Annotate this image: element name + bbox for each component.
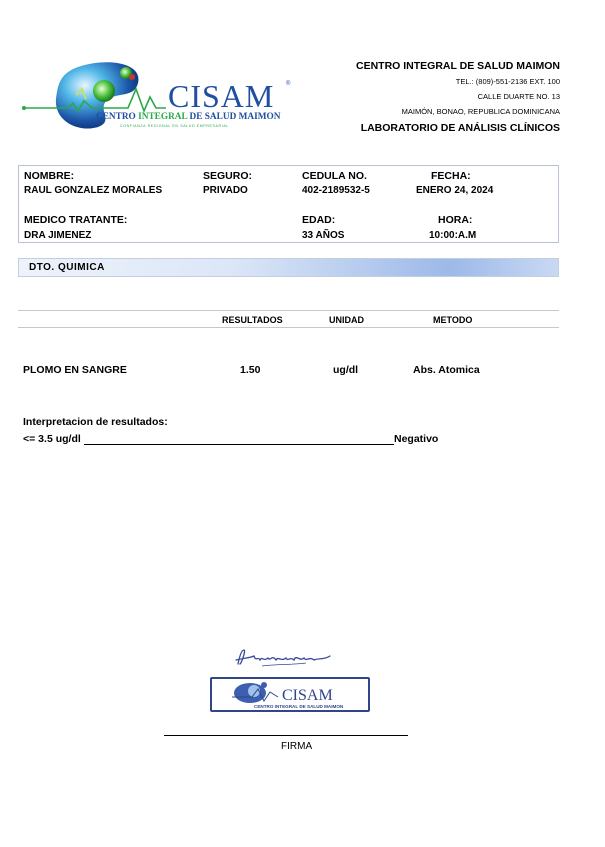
section-title: DTO. QUIMICA — [29, 262, 105, 273]
cedula-label: CEDULA NO. — [302, 170, 367, 182]
medico-label: MEDICO TRATANTE: — [24, 214, 128, 226]
table-top-rule — [18, 310, 559, 311]
test-name: PLOMO EN SANGRE — [23, 364, 127, 376]
interpretation-meaning: Negativo — [394, 433, 439, 445]
interpretation-underline — [84, 444, 394, 445]
table-row — [0, 364, 605, 380]
interpretation-title: Interpretacion de resultados: — [23, 416, 168, 428]
logo-graphic — [18, 55, 298, 135]
nombre-value: RAUL GONZALEZ MORALES — [24, 185, 163, 196]
signature-line — [164, 735, 408, 736]
stamp-subtitle: CENTRO INTEGRAL DE SALUD MAIMON — [254, 704, 344, 709]
nombre-label: NOMBRE: — [24, 170, 75, 182]
patient-info-box — [18, 165, 559, 243]
col-header-unidad: UNIDAD — [329, 315, 364, 325]
org-name: CENTRO INTEGRAL DE SALUD MAIMON — [356, 60, 560, 72]
seguro-label: SEGURO: — [203, 170, 253, 182]
table-header-rule — [18, 327, 559, 328]
test-unit: ug/dl — [333, 364, 359, 376]
edad-value: 33 AÑOS — [302, 230, 345, 241]
stamp — [210, 677, 370, 712]
test-result: 1.50 — [240, 364, 261, 376]
stamp-graphic — [212, 679, 368, 710]
cisam-logo — [18, 55, 298, 135]
hora-label: HORA: — [438, 214, 473, 226]
fecha-label: FECHA: — [431, 170, 471, 182]
edad-label: EDAD: — [302, 214, 336, 226]
col-header-metodo: METODO — [433, 315, 473, 325]
logo-subtitle: CENTRO INTEGRAL DE SALUD MAIMON — [96, 112, 281, 122]
hora-value: 10:00:A.M — [429, 230, 477, 241]
lab-title: LABORATORIO DE ANÁLISIS CLÍNICOS — [360, 122, 560, 134]
cedula-value: 402-2189532-5 — [302, 185, 370, 196]
medico-value: DRA JIMENEZ — [24, 230, 92, 241]
svg-text:®: ® — [286, 81, 291, 87]
seguro-value: PRIVADO — [203, 185, 248, 196]
col-header-resultados: RESULTADOS — [222, 315, 283, 325]
section-bar — [18, 258, 559, 277]
test-method: Abs. Atomica — [413, 364, 480, 376]
fecha-value: ENERO 24, 2024 — [416, 185, 494, 196]
logo-wordmark: CISAM — [168, 78, 275, 114]
org-street: CALLE DUARTE NO. 13 — [477, 92, 560, 101]
interpretation-range: <= 3.5 ug/dl — [23, 433, 81, 445]
firma-label: FIRMA — [281, 741, 313, 752]
org-city: MAIMÓN, BONAO, REPUBLICA DOMINICANA — [401, 107, 560, 116]
org-phone: TEL.: (809)-551-2136 EXT. 100 — [455, 77, 560, 86]
stamp-wordmark: CISAM — [282, 687, 333, 704]
handwritten-signature — [232, 644, 337, 672]
logo-tagline: CONFIANZA REGIONAL EN SALUD EMPRESARIAL — [120, 124, 229, 128]
